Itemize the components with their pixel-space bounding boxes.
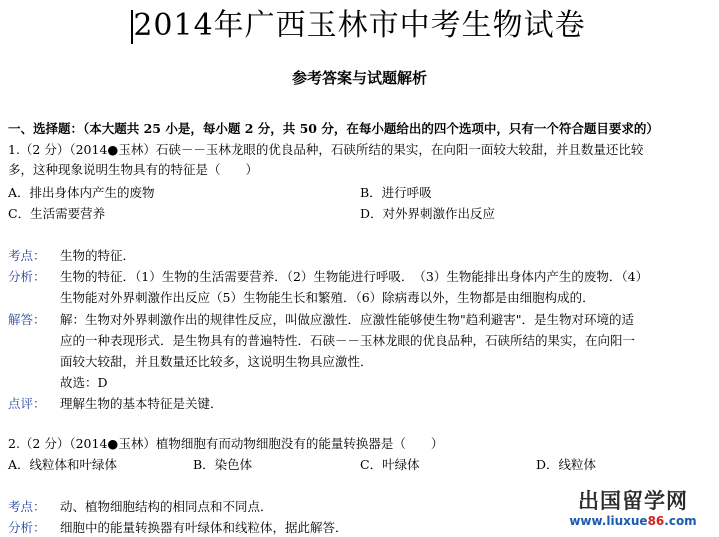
q2-kaodian-label: 考点： xyxy=(8,499,46,514)
watermark-site-name: 出国留学网 xyxy=(578,489,688,513)
q1-jieda-line4: 故选：D xyxy=(60,375,108,390)
section-heading: 一、选择题：（本大题共 25 小是，每小题 2 分，共 50 分，在每小题给出的四个选项中，只有一个符合题目要求的） xyxy=(8,121,659,136)
q1-fenxi-label: 分析： xyxy=(8,269,46,284)
q2-fenxi-label: 分析： xyxy=(8,520,46,535)
watermark-url xyxy=(555,513,711,529)
q1-stem-line2: 多，这种现象说明生物具有的特征是（ ） xyxy=(8,162,259,177)
q2-option-c: C．叶绿体 xyxy=(360,457,420,472)
q2-fenxi-text: 细胞中的能量转换器有叶绿体和线粒体，据此解答． xyxy=(60,520,348,535)
q1-fenxi-line1: 生物的特征．（1）生物的生活需要营养．（2）生物能进行呼吸． （3）生物能排出身体内产生的废物．（4） xyxy=(60,269,649,284)
q2-stem: 2.（2 分）（2014●玉林）植物细胞有而动物细胞没有的能量转换器是（ ） xyxy=(8,436,444,451)
q1-kaodian-label: 考点： xyxy=(8,248,46,263)
q1-jieda-label: 解答： xyxy=(8,312,46,327)
site-watermark xyxy=(555,489,711,529)
q1-fenxi-line2: 生物能对外界刺激作出反应（5）生物能生长和繁殖．（6）除病毒以外，生物都是由细胞构成的． xyxy=(60,290,595,305)
q2-option-d: D．线粒体 xyxy=(536,457,597,472)
page-title: 2014年广西玉林市中考生物试卷 xyxy=(133,8,586,43)
q2-kaodian-text: 动、植物细胞结构的相同点和不同点． xyxy=(60,499,273,514)
q2-option-a: A．线粒体和叶绿体 xyxy=(8,457,118,472)
q1-jieda-line2: 应的一种表现形式．是生物具有的普遍特性．石硖－－玉林龙眼的优良品种，石硖所结的果实，在向阳一 xyxy=(60,333,636,348)
q1-option-d: D．对外界刺激作出反应 xyxy=(360,206,496,221)
q1-dianping-text: 理解生物的基本特征是关键． xyxy=(60,396,223,411)
q1-dianping-label: 点评： xyxy=(8,396,46,411)
q1-jieda-line3: 面较大较甜，并且数量还比较多，这说明生物具应激性． xyxy=(60,354,373,369)
watermark-url-prefix: www.liuxue xyxy=(569,514,648,528)
q1-option-c: C．生活需要营养 xyxy=(8,206,106,221)
q2-option-b: B．染色体 xyxy=(193,457,253,472)
q1-jieda-line1: 解：生物对外界刺激作出的规律性反应，叫做应激性．应激性能够使生物"趋利避害"．是生物对环境的适 xyxy=(60,312,635,327)
q1-stem-line1: 1.（2 分）（2014●玉林）石硖－－玉林龙眼的优良品种，石硖所结的果实，在向阳一面较大较甜，并且数量还比较 xyxy=(8,142,644,157)
q1-kaodian-text: 生物的特征． xyxy=(60,248,136,263)
watermark-url-suffix: .com xyxy=(664,514,697,528)
watermark-url-number: 86 xyxy=(647,514,665,528)
page-subtitle: 参考答案与试题解析 xyxy=(291,69,427,87)
q1-option-a: A．排出身体内产生的废物 xyxy=(8,185,155,200)
q1-option-b: B．进行呼吸 xyxy=(360,185,432,200)
